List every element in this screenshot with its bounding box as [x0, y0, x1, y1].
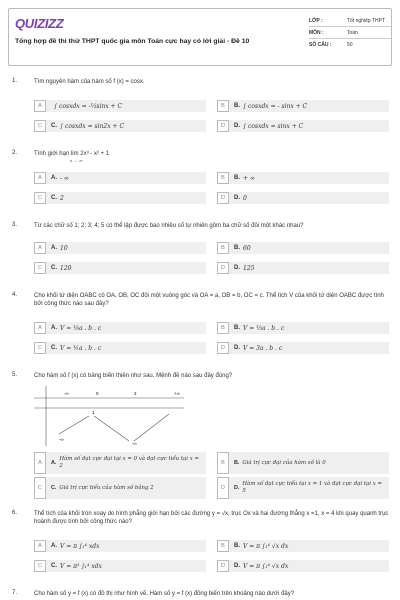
- option-text: 0: [243, 194, 247, 202]
- page-title: Tổng hợp đề thi thử THPT quốc gia môn Toán cực hay có lời giải - Đề 10: [15, 38, 250, 45]
- question-text: Cho hàm số f (x) có bảng biến thiên như sau. Mệnh đề nào sau đây đúng?: [34, 373, 233, 379]
- option-content: [229, 120, 389, 132]
- option-text: + ∞: [243, 174, 255, 182]
- option-label: A.: [51, 175, 57, 181]
- option-letter-box: B: [217, 452, 229, 474]
- option-content: [46, 452, 206, 474]
- option-label: B.: [234, 245, 240, 251]
- option-letter-box: C: [34, 192, 46, 204]
- option-label: D.: [234, 123, 240, 129]
- question-text: Tính giới hạn lim 2x³ - x² + 1: [34, 151, 110, 157]
- option-c[interactable]: [34, 192, 206, 204]
- option-text: ∫ cosxdx = sin2x + C: [60, 122, 125, 130]
- question-text: Thể tích của khối tròn xoay do hình phẳng giới hạn bởi các đường y = √x, trục Ox và hai đường thẳng x =1, x = 4 khi quay quanh trục hoành được tính bởi công thức nào?: [34, 511, 389, 525]
- question-number: 2.: [12, 150, 18, 156]
- option-b[interactable]: [217, 242, 389, 254]
- option-letter-box: D: [217, 262, 229, 274]
- table-y-value: 1: [92, 410, 95, 415]
- option-d[interactable]: [217, 342, 389, 354]
- question-number: 4.: [12, 292, 18, 298]
- option-text: V = ½a . b . c: [60, 344, 102, 352]
- option-label: B.: [234, 325, 240, 331]
- option-text: ∫ cosxdx = - sinx + C: [243, 102, 308, 110]
- option-text: Giá trị cực tiểu của hàm số bằng 2: [59, 484, 154, 491]
- option-content: [46, 262, 206, 274]
- option-text: 2: [60, 194, 64, 202]
- option-letter-box: D: [217, 120, 229, 132]
- option-content: [229, 100, 389, 112]
- option-a[interactable]: [34, 100, 206, 112]
- table-x-value: 2: [134, 391, 137, 396]
- meta-table: [309, 15, 391, 51]
- option-c[interactable]: [34, 120, 206, 132]
- option-letter-box: C: [34, 560, 46, 572]
- option-letter-box: B: [217, 540, 229, 552]
- option-letter-box: C: [34, 262, 46, 274]
- option-b[interactable]: [217, 540, 389, 552]
- option-content: [229, 262, 389, 274]
- option-text: 60: [243, 244, 251, 252]
- option-c[interactable]: [34, 482, 206, 494]
- option-label: D.: [234, 345, 240, 351]
- option-content: [229, 560, 389, 572]
- limit-subscript: x → -∞: [70, 158, 83, 163]
- option-text: V = π ∫₁⁴ √x dx: [243, 562, 289, 570]
- option-d[interactable]: [217, 192, 389, 204]
- question-text: Tìm nguyên hàm của hàm số f (x) = cosx.: [34, 79, 145, 85]
- option-text: V = ⅙a . b . c: [60, 324, 102, 332]
- option-b[interactable]: [217, 457, 389, 469]
- option-letter-box: D: [217, 560, 229, 572]
- option-a[interactable]: [34, 457, 206, 469]
- option-label: C.: [51, 563, 57, 569]
- option-label: B.: [234, 543, 240, 549]
- option-c[interactable]: [34, 560, 206, 572]
- option-content: [46, 242, 206, 254]
- option-content: [46, 172, 206, 184]
- option-text: V = π ∫₁⁴ xdx: [60, 542, 100, 550]
- option-content: [229, 322, 389, 334]
- option-b[interactable]: [217, 322, 389, 334]
- option-letter-box: A: [34, 172, 46, 184]
- option-label: C.: [51, 195, 57, 201]
- option-text: - ∞: [60, 174, 69, 182]
- option-letter-box: B: [217, 172, 229, 184]
- option-text: ∫ cosxdx = sinx + C: [243, 122, 304, 130]
- option-a[interactable]: [34, 540, 206, 552]
- option-content: [46, 322, 206, 334]
- option-text: Giá trị cực đại của hàm số là 0: [242, 459, 326, 466]
- option-d[interactable]: [217, 482, 389, 494]
- option-label: D.: [234, 265, 240, 271]
- option-b[interactable]: [217, 100, 389, 112]
- option-text: ∫ cosxdx = -⅓sinx + C: [54, 102, 123, 110]
- option-content: [229, 342, 389, 354]
- option-d[interactable]: [217, 560, 389, 572]
- question-number: 7.: [12, 590, 18, 596]
- question-number: 3.: [12, 222, 18, 228]
- option-content: [229, 477, 389, 499]
- table-x-value: 0: [96, 391, 99, 396]
- option-label: B.: [234, 459, 240, 466]
- option-content: [229, 540, 389, 552]
- option-text: V = ⅓a . b . c: [243, 324, 285, 332]
- option-label: D.: [234, 484, 240, 491]
- option-text: 125: [243, 264, 255, 272]
- option-content: [46, 540, 206, 552]
- option-d[interactable]: [217, 262, 389, 274]
- option-content: [46, 342, 206, 354]
- option-label: C.: [51, 265, 57, 271]
- option-letter-box: A: [34, 242, 46, 254]
- table-y-value: -∞: [132, 441, 137, 446]
- class-label: LỚP :: [309, 17, 323, 24]
- question-text: Cho hàm số y = f (x) có đồ thị như hình vẽ. Hàm số y = f (x) đồng biến trên khoảng nào dưới đây?: [34, 591, 295, 597]
- subject-label: MÔN :: [309, 29, 324, 36]
- option-text: V = π ∫₁⁴ √x dx: [243, 542, 289, 550]
- option-letter-box: C: [34, 120, 46, 132]
- option-a[interactable]: [34, 242, 206, 254]
- option-letter-box: D: [217, 192, 229, 204]
- option-label: C.: [51, 484, 57, 491]
- table-y-value: -∞: [59, 437, 64, 442]
- option-text: Hàm số đạt cực đại tại x = 0 và đạt cực tiểu tại x = 2: [59, 456, 199, 469]
- option-label: C.: [51, 345, 57, 351]
- table-x-value: +∞: [174, 391, 180, 396]
- option-label: D.: [234, 195, 240, 201]
- question-number: 1.: [12, 78, 18, 84]
- option-content: [229, 242, 389, 254]
- option-label: A.: [51, 459, 57, 466]
- count-value: 50: [347, 42, 353, 48]
- option-text: V = π² ∫₁⁴ xdx: [60, 562, 102, 570]
- option-content: [46, 100, 206, 112]
- option-letter-box: A: [34, 452, 46, 474]
- option-letter-box: C: [34, 477, 46, 499]
- option-d[interactable]: [217, 120, 389, 132]
- option-label: B.: [234, 103, 240, 109]
- option-b[interactable]: [217, 172, 389, 184]
- question-text: Từ các chữ số 1; 2; 3; 4; 5 có thể lập được bao nhiêu số tự nhiên gồm ba chữ số đôi một khác nhau?: [34, 223, 304, 229]
- option-letter-box: B: [217, 322, 229, 334]
- option-letter-box: A: [34, 100, 46, 112]
- question-number: 6.: [12, 510, 18, 516]
- option-label: A.: [51, 543, 57, 549]
- option-letter-box: B: [217, 100, 229, 112]
- option-text: V = 3a . b . c: [243, 344, 283, 352]
- option-content: [229, 452, 389, 474]
- option-text: Hàm số đạt cực tiểu tại x = 1 và đạt cực đại tại x = 5: [242, 481, 382, 494]
- option-content: [46, 477, 206, 499]
- question-text: Cho khối tứ diện OABC có OA, OB, OC đôi một vuông góc và OA = a, OB = b, OC = c. Thể tích V của khối tứ diện OABC được tính bởi công thức nào sau đây?: [34, 293, 384, 307]
- option-content: [229, 172, 389, 184]
- option-letter-box: A: [34, 540, 46, 552]
- option-label: B.: [234, 175, 240, 181]
- option-content: [46, 120, 206, 132]
- subject-value: Toán: [347, 29, 358, 36]
- option-content: [46, 560, 206, 572]
- quizizz-logo: QUIZIZZ: [15, 16, 64, 31]
- option-content: [229, 192, 389, 204]
- option-c[interactable]: [34, 262, 206, 274]
- option-label: A.: [51, 325, 57, 331]
- option-letter-box: D: [217, 477, 229, 499]
- option-label: D.: [234, 563, 240, 569]
- variation-table: [34, 386, 184, 446]
- option-label: C.: [51, 123, 57, 129]
- option-letter-box: B: [217, 242, 229, 254]
- class-value: Tốt nghiệp THPT: [347, 17, 385, 24]
- question-number: 5.: [12, 372, 18, 378]
- option-content: [46, 192, 206, 204]
- option-letter-box: D: [217, 342, 229, 354]
- option-text: 10: [60, 244, 68, 252]
- option-letter-box: A: [34, 322, 46, 334]
- option-c[interactable]: [34, 342, 206, 354]
- option-a[interactable]: [34, 172, 206, 184]
- quiz-header: [8, 8, 392, 66]
- option-a[interactable]: [34, 322, 206, 334]
- option-label: A.: [51, 245, 57, 251]
- option-letter-box: C: [34, 342, 46, 354]
- option-text: 120: [60, 264, 72, 272]
- count-label: SỐ CÂU :: [309, 42, 332, 48]
- table-x-value: -∞: [64, 391, 69, 396]
